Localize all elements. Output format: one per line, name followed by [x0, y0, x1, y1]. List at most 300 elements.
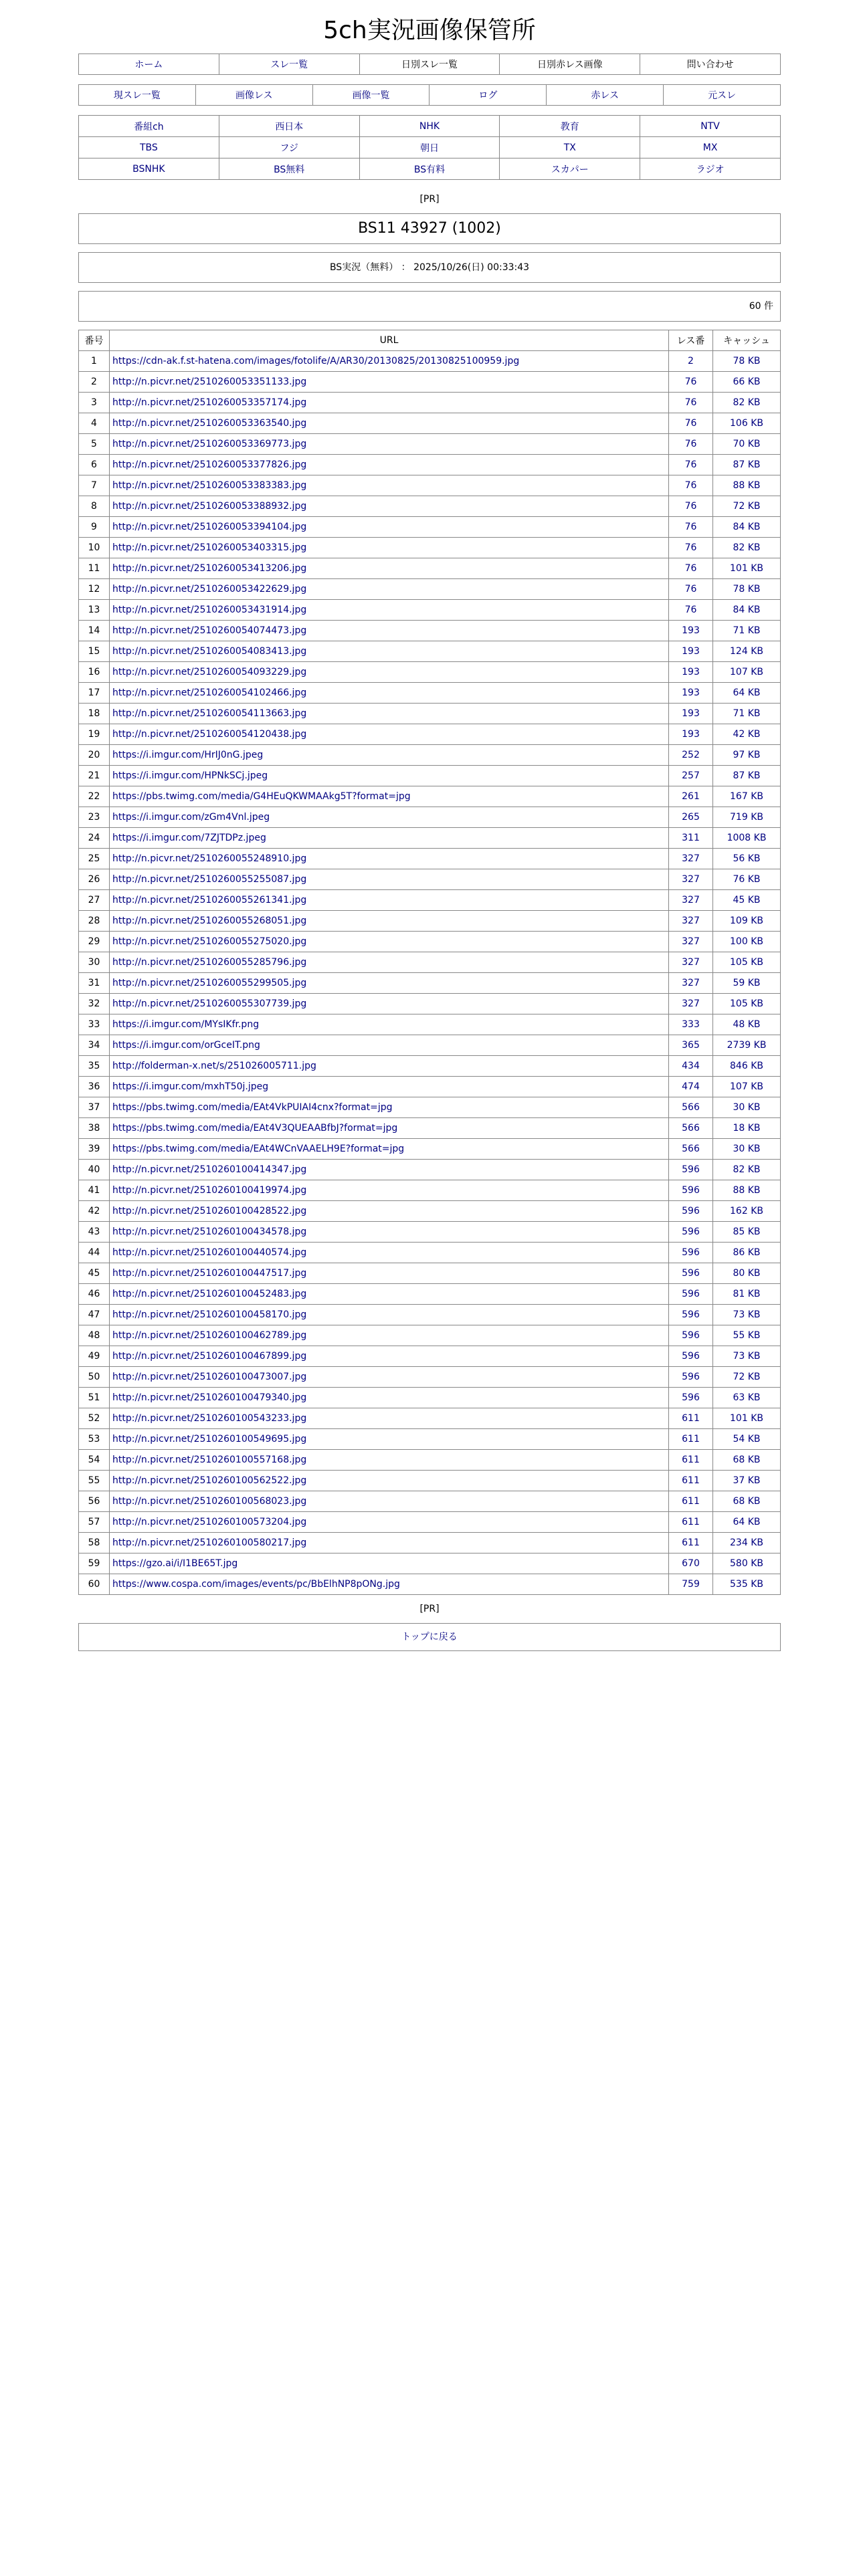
row-number: 44	[79, 1243, 110, 1263]
cache-size[interactable]: 124 KB	[713, 641, 781, 662]
image-url-link[interactable]: http://n.picvr.net/2510260100467899.jpg	[112, 1351, 307, 1362]
channel-link[interactable]: ラジオ	[696, 164, 725, 175]
image-url-link[interactable]: http://n.picvr.net/2510260054120438.jpg	[112, 729, 307, 740]
res-number[interactable]: 327	[669, 911, 713, 932]
image-url[interactable]	[110, 600, 669, 621]
res-number[interactable]: 596	[669, 1284, 713, 1305]
res-number[interactable]: 76	[669, 579, 713, 600]
image-url[interactable]	[110, 1346, 669, 1367]
image-url-link[interactable]: http://folderman-x.net/s/251026005711.jpg	[112, 1061, 316, 1071]
image-url[interactable]	[110, 1471, 669, 1491]
cache-size[interactable]: 68 KB	[713, 1491, 781, 1512]
channel-item[interactable]	[640, 158, 781, 180]
nav-home-link[interactable]: ホーム	[134, 60, 163, 70]
res-number[interactable]: 193	[669, 641, 713, 662]
cache-size[interactable]: 68 KB	[713, 1450, 781, 1471]
image-url[interactable]	[110, 662, 669, 683]
image-url[interactable]	[110, 1367, 669, 1388]
channel-item[interactable]	[79, 158, 219, 180]
cache-size[interactable]: 85 KB	[713, 1222, 781, 1243]
res-number[interactable]: 474	[669, 1077, 713, 1097]
subnav-image-res-link[interactable]: 画像レス	[235, 90, 273, 101]
res-number[interactable]: 566	[669, 1097, 713, 1118]
image-url-link[interactable]: http://n.picvr.net/2510260055261341.jpg	[112, 895, 307, 905]
image-url-link[interactable]: http://n.picvr.net/2510260055299505.jpg	[112, 978, 307, 988]
image-url-link[interactable]: https://cdn-ak.f.st-hatena.com/images/fotolife/A/AR30/20130825/20130825100959.jpg	[112, 356, 520, 366]
subnav-log-link[interactable]: ログ	[478, 90, 498, 101]
cache-size[interactable]: 54 KB	[713, 1429, 781, 1450]
channel-link[interactable]: BS有料	[413, 164, 446, 175]
channel-item[interactable]	[79, 116, 219, 137]
res-number[interactable]: 611	[669, 1429, 713, 1450]
res-number[interactable]: 434	[669, 1056, 713, 1077]
res-number[interactable]: 596	[669, 1180, 713, 1201]
image-url-link[interactable]: http://n.picvr.net/2510260053357174.jpg	[112, 397, 307, 408]
res-number[interactable]: 265	[669, 807, 713, 828]
image-url-link[interactable]: http://n.picvr.net/2510260055248910.jpg	[112, 853, 307, 864]
image-url-link[interactable]: http://n.picvr.net/2510260053369773.jpg	[112, 439, 307, 449]
image-url[interactable]	[110, 455, 669, 475]
cache-size[interactable]: 580 KB	[713, 1553, 781, 1574]
row-number: 10	[79, 538, 110, 558]
image-url-link[interactable]: http://n.picvr.net/2510260054102466.jpg	[112, 687, 307, 698]
cache-size[interactable]: 234 KB	[713, 1533, 781, 1553]
res-number[interactable]: 76	[669, 538, 713, 558]
image-url[interactable]	[110, 558, 669, 579]
channel-link[interactable]: 番組ch	[134, 121, 164, 132]
image-url[interactable]	[110, 1243, 669, 1263]
res-number[interactable]: 611	[669, 1533, 713, 1553]
image-url[interactable]	[110, 1429, 669, 1450]
channel-link[interactable]: BS無料	[274, 164, 305, 175]
image-url-link[interactable]: http://n.picvr.net/2510260053431914.jpg	[112, 605, 307, 615]
image-url[interactable]	[110, 1325, 669, 1346]
image-url[interactable]	[110, 538, 669, 558]
res-number[interactable]: 566	[669, 1139, 713, 1160]
image-url-link[interactable]: http://n.picvr.net/2510260053422629.jpg	[112, 584, 307, 595]
subnav-log[interactable]	[430, 85, 547, 106]
image-url[interactable]	[110, 1574, 669, 1595]
image-url[interactable]	[110, 1201, 669, 1222]
table-row	[79, 932, 781, 952]
image-url[interactable]	[110, 475, 669, 496]
channel-item[interactable]	[500, 116, 640, 137]
image-url-link[interactable]: http://n.picvr.net/2510260100458170.jpg	[112, 1309, 307, 1320]
image-url-link[interactable]: http://n.picvr.net/2510260100447517.jpg	[112, 1268, 307, 1279]
image-url[interactable]	[110, 1077, 669, 1097]
res-number[interactable]: 596	[669, 1263, 713, 1284]
cache-size[interactable]: 81 KB	[713, 1284, 781, 1305]
image-url-link[interactable]: http://n.picvr.net/2510260100462789.jpg	[112, 1330, 307, 1341]
res-number[interactable]: 327	[669, 952, 713, 973]
res-number[interactable]: 611	[669, 1408, 713, 1429]
cache-size[interactable]: 109 KB	[713, 911, 781, 932]
cache-size[interactable]: 88 KB	[713, 475, 781, 496]
image-url-link[interactable]: http://n.picvr.net/2510260054083413.jpg	[112, 646, 307, 657]
res-number[interactable]: 76	[669, 475, 713, 496]
res-number[interactable]: 327	[669, 973, 713, 994]
image-url-link[interactable]: http://n.picvr.net/2510260053377826.jpg	[112, 459, 307, 470]
image-url-link[interactable]: http://n.picvr.net/2510260053388932.jpg	[112, 501, 307, 512]
image-url-link[interactable]: http://n.picvr.net/2510260054113663.jpg	[112, 708, 307, 719]
cache-size[interactable]: 72 KB	[713, 1367, 781, 1388]
cache-size[interactable]: 88 KB	[713, 1180, 781, 1201]
res-number[interactable]: 257	[669, 766, 713, 786]
image-url[interactable]	[110, 1284, 669, 1305]
image-url-link[interactable]: https://i.imgur.com/7ZJTDPz.jpeg	[112, 833, 266, 843]
res-number[interactable]: 193	[669, 683, 713, 704]
subnav-image-res[interactable]	[195, 85, 312, 106]
cache-size[interactable]: 72 KB	[713, 496, 781, 517]
image-url-link[interactable]: http://n.picvr.net/2510260053351133.jpg	[112, 377, 307, 387]
image-url-link[interactable]: http://n.picvr.net/2510260055275020.jpg	[112, 936, 307, 947]
image-url-link[interactable]: http://n.picvr.net/2510260100434578.jpg	[112, 1226, 307, 1237]
res-number[interactable]: 327	[669, 849, 713, 869]
image-url[interactable]	[110, 1097, 669, 1118]
back-to-top-button[interactable]	[78, 1623, 781, 1651]
image-url[interactable]	[110, 1263, 669, 1284]
res-number[interactable]: 611	[669, 1450, 713, 1471]
cache-size[interactable]: 71 KB	[713, 621, 781, 641]
channel-item[interactable]	[219, 158, 359, 180]
res-number[interactable]: 333	[669, 1014, 713, 1035]
image-url[interactable]	[110, 372, 669, 393]
image-url-link[interactable]: http://n.picvr.net/2510260053403315.jpg	[112, 542, 307, 553]
image-url-link[interactable]: https://pbs.twimg.com/media/EAt4V3QUEAABfbJ?format=jpg	[112, 1123, 398, 1134]
cache-size[interactable]: 2739 KB	[713, 1035, 781, 1056]
image-url-link[interactable]: http://n.picvr.net/2510260055307739.jpg	[112, 998, 307, 1009]
cache-size[interactable]: 37 KB	[713, 1471, 781, 1491]
res-number[interactable]: 327	[669, 932, 713, 952]
cache-size[interactable]: 64 KB	[713, 1512, 781, 1533]
res-number[interactable]: 193	[669, 662, 713, 683]
cache-size[interactable]: 56 KB	[713, 849, 781, 869]
subnav-red-res[interactable]	[547, 85, 664, 106]
cache-size[interactable]: 107 KB	[713, 662, 781, 683]
image-url-link[interactable]: http://n.picvr.net/2510260053394104.jpg	[112, 522, 307, 532]
image-url[interactable]	[110, 1388, 669, 1408]
image-url[interactable]	[110, 786, 669, 807]
channel-item[interactable]	[500, 158, 640, 180]
row-number: 22	[79, 786, 110, 807]
image-url[interactable]	[110, 1305, 669, 1325]
image-url[interactable]	[110, 704, 669, 724]
image-url[interactable]	[110, 1533, 669, 1553]
channel-link[interactable]: NTV	[700, 120, 720, 132]
image-url-link[interactable]: http://n.picvr.net/2510260100580217.jpg	[112, 1537, 307, 1548]
res-number[interactable]: 76	[669, 600, 713, 621]
cache-size[interactable]: 18 KB	[713, 1118, 781, 1139]
image-url-link[interactable]: https://gzo.ai/i/I1BE65T.jpg	[112, 1558, 238, 1569]
image-url[interactable]	[110, 1139, 669, 1160]
image-url[interactable]	[110, 413, 669, 434]
image-url[interactable]	[110, 994, 669, 1014]
cache-size[interactable]: 30 KB	[713, 1139, 781, 1160]
cache-size[interactable]: 105 KB	[713, 952, 781, 973]
res-number[interactable]: 596	[669, 1325, 713, 1346]
res-number[interactable]: 611	[669, 1512, 713, 1533]
cache-size[interactable]: 535 KB	[713, 1574, 781, 1595]
image-url[interactable]	[110, 1222, 669, 1243]
image-url[interactable]	[110, 579, 669, 600]
res-number[interactable]: 611	[669, 1471, 713, 1491]
image-url-link[interactable]: http://n.picvr.net/2510260053383383.jpg	[112, 480, 307, 491]
image-url[interactable]	[110, 1408, 669, 1429]
cache-size[interactable]: 73 KB	[713, 1305, 781, 1325]
cache-size[interactable]: 45 KB	[713, 890, 781, 911]
cache-size[interactable]: 719 KB	[713, 807, 781, 828]
channel-item[interactable]	[359, 137, 500, 158]
res-number[interactable]: 327	[669, 994, 713, 1014]
cache-size[interactable]: 82 KB	[713, 1160, 781, 1180]
cache-size[interactable]: 84 KB	[713, 517, 781, 538]
image-url-link[interactable]: https://www.cospa.com/images/events/pc/BbElhNP8pONg.jpg	[112, 1579, 400, 1590]
channel-link[interactable]: フジ	[280, 142, 298, 154]
cache-size[interactable]: 78 KB	[713, 579, 781, 600]
channel-link[interactable]: TX	[563, 142, 576, 153]
res-number[interactable]: 596	[669, 1367, 713, 1388]
res-number[interactable]: 76	[669, 413, 713, 434]
image-url[interactable]	[110, 1450, 669, 1471]
image-url[interactable]	[110, 973, 669, 994]
image-url[interactable]	[110, 807, 669, 828]
res-number[interactable]: 759	[669, 1574, 713, 1595]
res-number[interactable]: 76	[669, 517, 713, 538]
res-number[interactable]: 261	[669, 786, 713, 807]
image-url[interactable]	[110, 869, 669, 890]
image-url[interactable]	[110, 517, 669, 538]
cache-size[interactable]: 1008 KB	[713, 828, 781, 849]
cache-size[interactable]: 55 KB	[713, 1325, 781, 1346]
cache-size[interactable]: 84 KB	[713, 600, 781, 621]
res-number[interactable]: 76	[669, 372, 713, 393]
res-number[interactable]: 365	[669, 1035, 713, 1056]
image-url[interactable]	[110, 351, 669, 372]
res-number[interactable]: 2	[669, 351, 713, 372]
image-url-link[interactable]: http://n.picvr.net/2510260055268051.jpg	[112, 916, 307, 926]
subnav-original-thread[interactable]	[664, 85, 781, 106]
cache-size[interactable]: 30 KB	[713, 1097, 781, 1118]
image-url[interactable]	[110, 641, 669, 662]
image-url-link[interactable]: http://n.picvr.net/2510260054074473.jpg	[112, 625, 307, 636]
image-url[interactable]	[110, 393, 669, 413]
subnav-image-list-link[interactable]: 画像一覧	[352, 90, 390, 101]
nav-thread-list-link[interactable]: スレ一覧	[270, 60, 308, 70]
res-number[interactable]: 252	[669, 745, 713, 766]
image-url[interactable]	[110, 932, 669, 952]
subnav-original-thread-link[interactable]: 元スレ	[708, 90, 737, 101]
res-number[interactable]: 76	[669, 434, 713, 455]
cache-size[interactable]: 86 KB	[713, 1243, 781, 1263]
table-header-row	[79, 330, 781, 351]
cache-size[interactable]: 846 KB	[713, 1056, 781, 1077]
table-row	[79, 372, 781, 393]
image-url-link[interactable]: https://i.imgur.com/MYsIKfr.png	[112, 1019, 260, 1030]
image-url[interactable]	[110, 766, 669, 786]
cache-size[interactable]: 82 KB	[713, 538, 781, 558]
image-url[interactable]	[110, 434, 669, 455]
image-url-link[interactable]: http://n.picvr.net/2510260100562522.jpg	[112, 1475, 307, 1486]
cache-size[interactable]: 78 KB	[713, 351, 781, 372]
res-number[interactable]: 596	[669, 1160, 713, 1180]
res-number[interactable]: 596	[669, 1243, 713, 1263]
image-url-link[interactable]: http://n.picvr.net/2510260100419974.jpg	[112, 1185, 307, 1196]
cache-size[interactable]: 66 KB	[713, 372, 781, 393]
channel-item[interactable]	[359, 116, 500, 137]
cache-size[interactable]: 70 KB	[713, 434, 781, 455]
image-url-link[interactable]: http://n.picvr.net/2510260100543233.jpg	[112, 1413, 307, 1424]
cache-size[interactable]: 162 KB	[713, 1201, 781, 1222]
image-url-link[interactable]: http://n.picvr.net/2510260100440574.jpg	[112, 1247, 307, 1258]
image-url-link[interactable]: https://i.imgur.com/HPNkSCj.jpeg	[112, 770, 268, 781]
channel-item[interactable]	[79, 137, 219, 158]
cache-size[interactable]: 107 KB	[713, 1077, 781, 1097]
res-number[interactable]: 596	[669, 1201, 713, 1222]
cache-size[interactable]: 167 KB	[713, 786, 781, 807]
res-number[interactable]: 611	[669, 1491, 713, 1512]
image-url-link[interactable]: https://pbs.twimg.com/media/EAt4WCnVAAELH9E?format=jpg	[112, 1144, 405, 1154]
image-url[interactable]	[110, 1160, 669, 1180]
table-row	[79, 704, 781, 724]
image-url-link[interactable]: http://n.picvr.net/2510260100428522.jpg	[112, 1206, 307, 1216]
subnav-current-threads-link[interactable]: 現スレ一覧	[113, 90, 161, 101]
channel-item[interactable]	[640, 116, 781, 137]
image-url-link[interactable]: http://n.picvr.net/2510260055285796.jpg	[112, 957, 307, 968]
image-url[interactable]	[110, 1553, 669, 1574]
channel-item[interactable]	[219, 137, 359, 158]
res-number[interactable]: 76	[669, 393, 713, 413]
res-number[interactable]: 596	[669, 1222, 713, 1243]
image-url-link[interactable]: http://n.picvr.net/2510260100414347.jpg	[112, 1164, 307, 1175]
image-url-link[interactable]: http://n.picvr.net/2510260053413206.jpg	[112, 563, 307, 574]
cache-size[interactable]: 76 KB	[713, 869, 781, 890]
image-url[interactable]	[110, 724, 669, 745]
cache-size[interactable]: 80 KB	[713, 1263, 781, 1284]
res-number[interactable]: 596	[669, 1305, 713, 1325]
image-url[interactable]	[110, 849, 669, 869]
res-number[interactable]: 193	[669, 621, 713, 641]
image-url[interactable]	[110, 745, 669, 766]
image-url[interactable]	[110, 1512, 669, 1533]
channel-link[interactable]: NHK	[419, 120, 440, 132]
cache-size[interactable]: 101 KB	[713, 558, 781, 579]
image-url[interactable]	[110, 683, 669, 704]
table-row	[79, 496, 781, 517]
image-url[interactable]	[110, 1014, 669, 1035]
row-number: 49	[79, 1346, 110, 1367]
cache-size[interactable]: 42 KB	[713, 724, 781, 745]
image-url-link[interactable]: http://n.picvr.net/2510260100473007.jpg	[112, 1372, 307, 1382]
image-url[interactable]	[110, 911, 669, 932]
image-url[interactable]	[110, 1118, 669, 1139]
cache-size[interactable]: 48 KB	[713, 1014, 781, 1035]
image-url[interactable]	[110, 1491, 669, 1512]
image-url[interactable]	[110, 1180, 669, 1201]
image-url[interactable]	[110, 828, 669, 849]
image-url-link[interactable]: http://n.picvr.net/2510260100479340.jpg	[112, 1392, 307, 1403]
image-url-link[interactable]: http://n.picvr.net/2510260100568023.jpg	[112, 1496, 307, 1507]
image-url-link[interactable]: http://n.picvr.net/2510260055255087.jpg	[112, 874, 307, 885]
channel-item[interactable]	[359, 158, 500, 180]
cache-size[interactable]: 100 KB	[713, 932, 781, 952]
channel-link[interactable]: 西日本	[275, 121, 304, 132]
channel-link[interactable]: スカパー	[551, 164, 589, 175]
res-number[interactable]: 76	[669, 558, 713, 579]
back-to-top-link[interactable]: トップに戻る	[401, 1632, 458, 1642]
table-row	[79, 393, 781, 413]
image-url-link[interactable]: http://n.picvr.net/2510260100573204.jpg	[112, 1517, 307, 1527]
res-number[interactable]: 327	[669, 869, 713, 890]
cache-size[interactable]: 87 KB	[713, 455, 781, 475]
res-number[interactable]: 596	[669, 1346, 713, 1367]
res-number[interactable]: 193	[669, 724, 713, 745]
image-url-link[interactable]: http://n.picvr.net/2510260100557168.jpg	[112, 1455, 307, 1465]
res-number[interactable]: 76	[669, 496, 713, 517]
image-url[interactable]	[110, 621, 669, 641]
cache-size[interactable]: 63 KB	[713, 1388, 781, 1408]
image-url-link[interactable]: http://n.picvr.net/2510260053363540.jpg	[112, 418, 307, 429]
channel-link[interactable]: BSNHK	[132, 163, 165, 175]
subnav-red-res-link[interactable]: 赤レス	[591, 90, 619, 101]
channel-item[interactable]	[219, 116, 359, 137]
image-url-link[interactable]: https://i.imgur.com/mxhT50j.jpeg	[112, 1081, 269, 1092]
res-number[interactable]: 327	[669, 890, 713, 911]
image-url[interactable]	[110, 890, 669, 911]
res-number[interactable]: 566	[669, 1118, 713, 1139]
channel-link[interactable]: 朝日	[419, 142, 439, 154]
cache-size[interactable]: 97 KB	[713, 745, 781, 766]
image-url[interactable]	[110, 1056, 669, 1077]
cache-size[interactable]: 106 KB	[713, 413, 781, 434]
channel-link[interactable]: 教育	[560, 121, 579, 132]
res-number[interactable]: 670	[669, 1553, 713, 1574]
cache-size[interactable]: 64 KB	[713, 683, 781, 704]
image-url[interactable]	[110, 1035, 669, 1056]
image-url-link[interactable]: http://n.picvr.net/2510260100452483.jpg	[112, 1289, 307, 1299]
cache-size[interactable]: 101 KB	[713, 1408, 781, 1429]
image-url-link[interactable]: http://n.picvr.net/2510260054093229.jpg	[112, 667, 307, 677]
table-row	[79, 600, 781, 621]
cache-size[interactable]: 73 KB	[713, 1346, 781, 1367]
image-url[interactable]	[110, 952, 669, 973]
image-url-link[interactable]: https://i.imgur.com/zGm4Vnl.jpeg	[112, 812, 270, 823]
nav-thread-list[interactable]	[219, 54, 359, 75]
nav-home[interactable]	[79, 54, 219, 75]
subnav-image-list[interactable]	[312, 85, 430, 106]
res-number[interactable]: 596	[669, 1388, 713, 1408]
cache-size[interactable]: 82 KB	[713, 393, 781, 413]
cache-size[interactable]: 59 KB	[713, 973, 781, 994]
res-number[interactable]: 76	[669, 455, 713, 475]
cache-size[interactable]: 105 KB	[713, 994, 781, 1014]
header-number: 番号	[79, 330, 110, 351]
image-url-link[interactable]: https://i.imgur.com/orGceIT.png	[112, 1040, 260, 1051]
image-url-link[interactable]: http://n.picvr.net/2510260100549695.jpg	[112, 1434, 307, 1444]
channel-link[interactable]: TBS	[140, 142, 158, 153]
subnav-current-threads[interactable]	[79, 85, 196, 106]
channel-item[interactable]	[500, 137, 640, 158]
channel-link[interactable]: MX	[702, 142, 718, 153]
image-url-link[interactable]: https://i.imgur.com/HrIJ0nG.jpeg	[112, 750, 264, 760]
image-url-link[interactable]: https://pbs.twimg.com/media/EAt4VkPUIAI4cnx?format=jpg	[112, 1102, 393, 1113]
cache-size[interactable]: 87 KB	[713, 766, 781, 786]
image-url[interactable]	[110, 496, 669, 517]
channel-item[interactable]	[640, 137, 781, 158]
cache-size[interactable]: 71 KB	[713, 704, 781, 724]
res-number[interactable]: 311	[669, 828, 713, 849]
res-number[interactable]: 193	[669, 704, 713, 724]
image-url-link[interactable]: https://pbs.twimg.com/media/G4HEuQKWMAAkg5T?format=jpg	[112, 791, 411, 802]
